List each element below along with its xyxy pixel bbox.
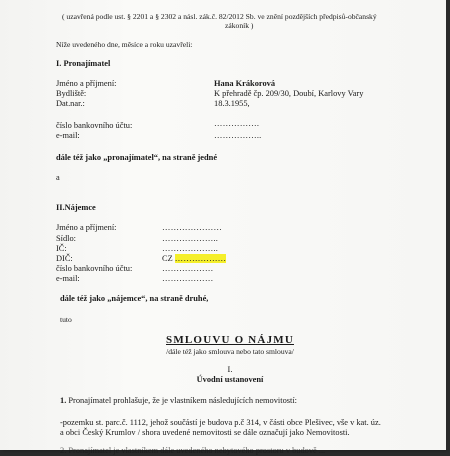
landlord-email-label: e-mail: <box>56 131 80 140</box>
paragraph-1-number: 1. <box>60 396 67 405</box>
landlord-name-value: Hana Krákorová <box>214 79 276 88</box>
paragraph-1-text: Pronajímatel prohlašuje, že je vlastníkem následujících nemovitostí: <box>68 396 298 405</box>
tenant-role-value: „nájemce“, na straně druhé, <box>107 294 209 303</box>
tuto-text: tuto <box>60 315 72 324</box>
landlord-bank-label: číslo bankovního účtu: <box>56 121 133 130</box>
tenant-dic-label: DIČ: <box>56 254 73 263</box>
tenant-dic-prefix: CZ <box>162 254 173 263</box>
tenant-email-label: e-mail: <box>56 274 80 283</box>
tenant-dic-field <box>162 254 226 264</box>
legal-citation-line1: ( uzavřená podle ust. § 2201 a § 2302 a násl. zák.č. 82/2012 Sb. ve znění pozdějších předpisů-občanský <box>62 12 377 21</box>
landlord-name-label: Jméno a příjmení: <box>56 79 117 88</box>
tenant-name-value: ………………… <box>162 223 223 232</box>
landlord-email-value: …………….. <box>214 131 262 140</box>
page-edge-shadow <box>446 0 450 450</box>
landlord-dob-label: Dat.nar.: <box>56 99 85 108</box>
landlord-role <box>56 153 217 163</box>
landlord-role-value: „pronajímatel“, na straně jedné <box>103 153 218 162</box>
tenant-sidlo-label: Sídlo: <box>56 234 77 243</box>
tenant-ic-value: ……………….. <box>162 244 219 253</box>
tenant-sidlo-value: ……………….. <box>162 234 219 243</box>
paragraph-2-line1: -pozemku st. parc.č. 1112, jehož součástí je budova p.č 314, v části obce Plešivec, vše v kat. úz. <box>60 418 381 427</box>
paragraph-2-line2: a obci Český Krumlov / shora uvedené nemovitosti se dále označují jako Nemovitosti. <box>60 428 350 437</box>
tenant-dic-value: ……………… <box>174 254 227 263</box>
landlord-address-value: K přehradě čp. 209/30, Doubí, Karlovy Vary <box>214 89 364 98</box>
paragraph-1 <box>60 396 297 406</box>
tenant-name-label: Jméno a příjmení: <box>56 223 117 232</box>
conjunction-text: a <box>56 173 60 182</box>
contract-title: SMLOUVU O NÁJMU <box>166 334 294 346</box>
landlord-dob-value: 18.3.1955, <box>214 99 250 108</box>
paragraph-3-fragment: 2. Pronajímatel je vlastníkem dále uvedeného nebytového prostoru v budově ... <box>60 446 326 455</box>
tenant-role <box>60 294 208 304</box>
intro-text: Níže uvedeného dne, měsíce a roku uzavřeli: <box>56 40 193 49</box>
legal-citation-line2: zákoník ) <box>225 21 254 30</box>
tenant-role-prefix: dále též jako <box>60 294 106 303</box>
landlord-address-label: Bydliště: <box>56 89 87 98</box>
tenant-bank-value: ……………… <box>162 264 214 273</box>
landlord-role-prefix: dále též jako <box>56 153 102 162</box>
tenant-bank-label: číslo bankovního účtu: <box>56 264 133 273</box>
landlord-heading: I. Pronajímatel <box>56 59 111 68</box>
section-number: I. <box>227 365 233 374</box>
landlord-bank-value: ……………. <box>214 119 260 128</box>
tenant-ic-label: IČ: <box>56 244 67 253</box>
tenant-heading: II.Nájemce <box>56 203 96 212</box>
tenant-email-value: ……………… <box>162 274 214 283</box>
contract-subtitle: /dále též jako smlouva nebo tato smlouva/ <box>166 347 294 356</box>
section-title: Úvodní ustanovení <box>196 375 264 384</box>
